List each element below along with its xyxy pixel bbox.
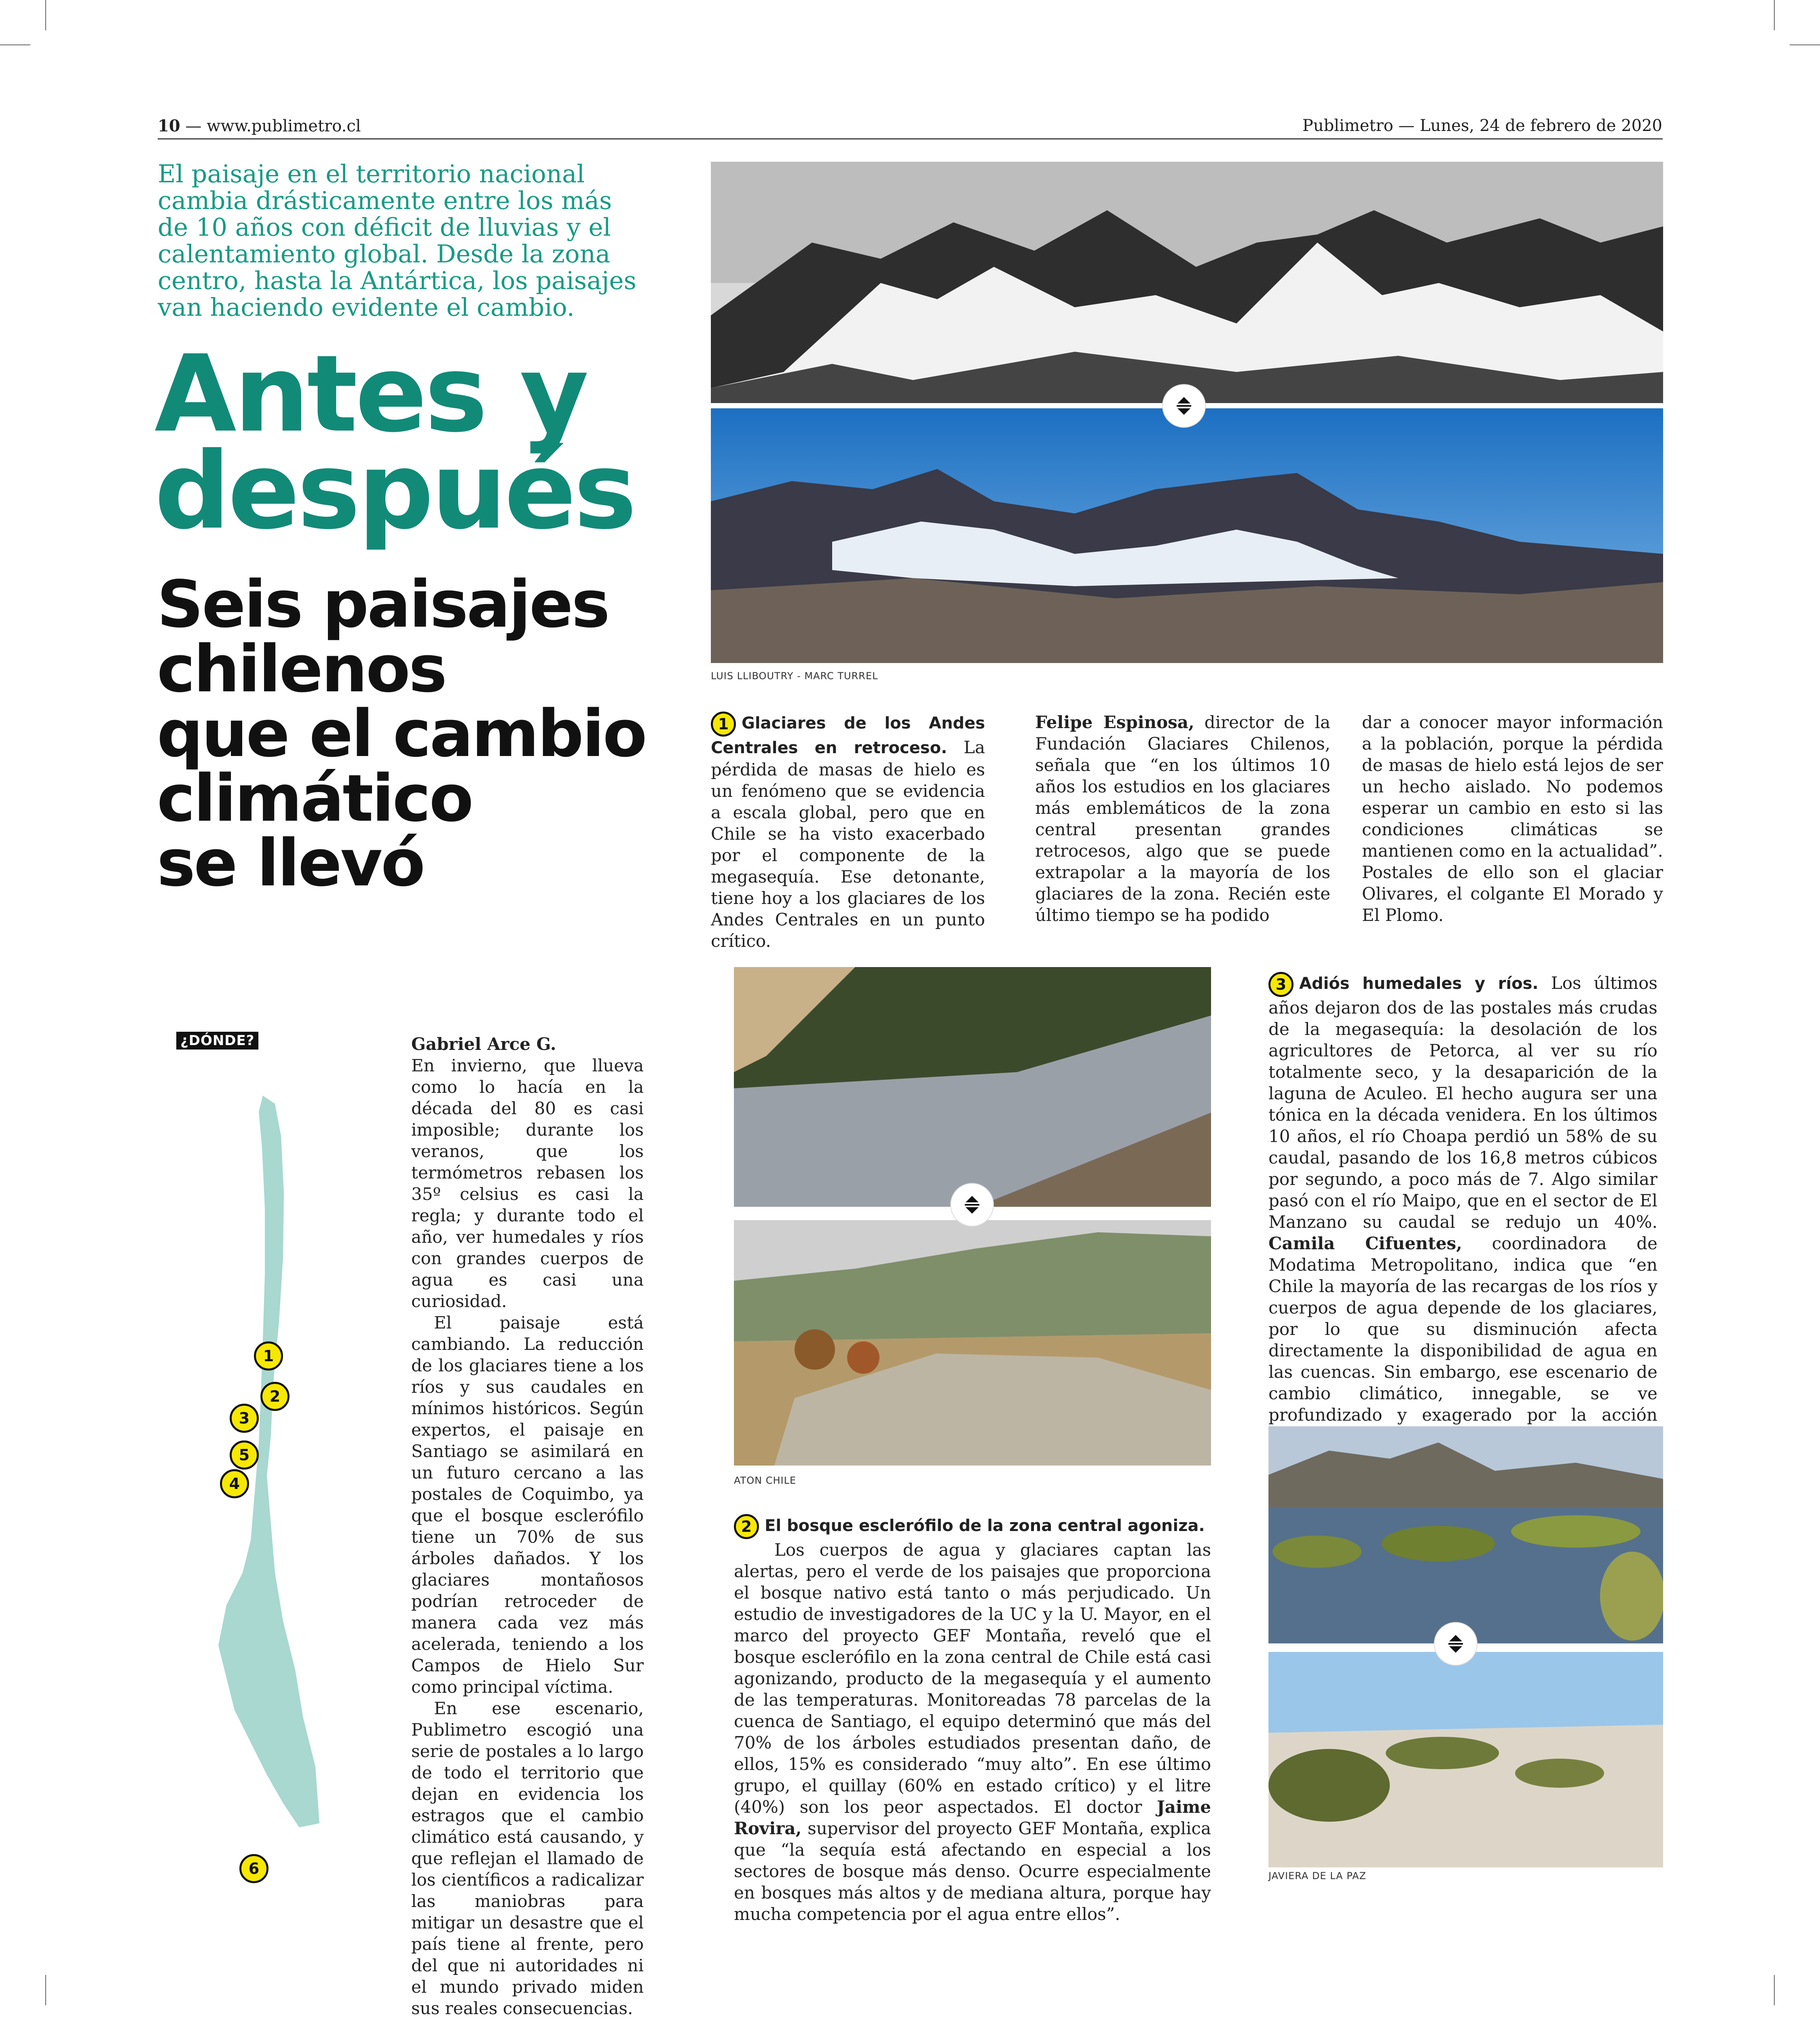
up-down-arrows-icon [960, 1193, 984, 1217]
section-2-text: Los cuerpos de agua y glaciares captan las alertas, pero el verde de los paisajes que proporciona el bosque nativo está tanto o más perjudicado. Un estudio de investigadores de la UC y la U. Mayor, en el marco del proyecto GEF Montaña, reveló que el bosque esclerófilo en la zona central de Chile está casi agonizando, producto de la megasequía y el aumento de las temperaturas. Monitoreadas 78 parcelas de la cuenca de Santiago, el equipo determinó que más del 70% de los árboles estudiados presentan daño, de ellos, 15% es considerado “muy alto”. En ese último grupo, el quillay (60% en estado crítico) y el litre (40%) son los peor aspectados. El doctor [734, 1540, 1211, 1817]
page-header-left [158, 116, 361, 135]
crop-mark [45, 0, 46, 30]
compare-slider-handle[interactable] [1435, 1623, 1477, 1665]
section-3-heading: Adiós humedales y ríos. [1299, 974, 1539, 993]
chile-map [194, 1088, 332, 1856]
intro-paragraph: En ese escenario, Publimetro escogió una serie de postales a lo largo de todo el territorio que dejan en evidencia los estragos que el cambio climático está causando, y que reflejan el llamado de los científicos a radicalizar las maniobras para mitigar un desastre que el país tiene al frente, pero del que ni autoridades ni el mundo privado miden sus reales consecuencias. [411, 1698, 644, 2018]
section-1-text: director de la Fundación Glaciares Chilenos, señala que “en los últimos 10 años los estudios en los glaciares más emblemáticos de la zona central presentan grandes retrocesos, algo que se puede extrapolar a la mayoría de los glaciares de la zona. Recién este último tiempo se ha podido [1035, 712, 1330, 925]
forest-photo-after [734, 1220, 1211, 1466]
section-1-heading: Glaciares de los Andes Centrales en retroceso. [711, 714, 985, 757]
glacier-photo-after [711, 408, 1663, 663]
intro-column [411, 1033, 644, 2019]
subheadline [157, 566, 683, 901]
headline [154, 332, 634, 553]
header-rule [158, 138, 1663, 139]
wetland-photo-after [1268, 1652, 1663, 1867]
section-2-column [734, 1514, 1211, 1925]
intro-paragraph: El paisaje está cambiando. La reducción de los glaciares tiene a los ríos y sus caudales en mínimos históricos. Según expertos, el paisaje en Santiago se asimilará en un futuro cercano a las postales de Coquimbo, ya que el bosque esclerófilo tiene un 70% de sus árboles dañados. Y los glaciares montañosos podrían retroceder de manera cada vez más acelerada, teniendo a los Campos de Hielo Sur como principal víctima. [411, 1313, 644, 1697]
map-marker-4[interactable]: 4 [220, 1469, 249, 1498]
headline-line: después [154, 429, 634, 553]
section-3-text: Los últimos años dejaron dos de las postales más crudas de la megasequía: la desolación de los agricultores de Petorca, al ver su río totalmente seco, y la desaparición de la laguna de Aculeo. El hecho augura ser una tónica en la década venidera. En los últimos 10 años, el río Choapa perdió un 58% de su caudal, pasando de los 16,8 metros cúbicos por segundo, a poco más de 7. Algo similar pasó con el río Maipo, que en el sector de El Manzano su caudal se redujo un 40%. [1268, 973, 1657, 1232]
crop-mark [45, 1975, 46, 2005]
photo-credit: LUIS LLIBOUTRY - MARC TURREL [711, 670, 878, 682]
subheadline-line: se llevó [157, 825, 424, 901]
crop-mark [0, 44, 30, 45]
section-3-badge: 3 [1268, 972, 1294, 997]
website-link[interactable]: www.publimetro.cl [207, 117, 361, 135]
forest-photo-before [734, 967, 1211, 1207]
headline-line: Antes y [154, 332, 587, 456]
crop-mark [1774, 0, 1775, 30]
up-down-arrows-icon [1172, 394, 1196, 418]
map-marker-1[interactable]: 1 [254, 1341, 283, 1371]
map-marker-2[interactable]: 2 [260, 1382, 290, 1411]
subheadline-line: Seis paisajes [157, 566, 609, 642]
section-1-column-1 [711, 712, 985, 952]
compare-slider-handle[interactable] [1163, 385, 1205, 427]
map-marker-6[interactable]: 6 [239, 1854, 268, 1883]
section-2-source-name: Jaime Rovira, [734, 1797, 1211, 1838]
map-marker-3[interactable]: 3 [230, 1404, 259, 1433]
section-1-column-2 [1035, 712, 1330, 926]
wetland-photo-before [1268, 1426, 1663, 1643]
section-1-source-name: Felipe Espinosa, [1035, 712, 1194, 732]
section-3-column [1268, 972, 1657, 1447]
section-3-text: coordinadora de Modatima Metropolitano, indica que “en Chile la mayoría de las recargas de los ríos y cuerpos de agua depende de los glaciares, por lo que su disminución afecta directamente la disponibilidad de agua en las cuencas. Sin embargo, ese escenario de cambio climático, innegable, se ve profundizado y exagerado por la acción [1268, 1233, 1658, 1425]
subheadline-line: climático [157, 760, 472, 836]
author-byline: Gabriel Arce G. [411, 1034, 556, 1054]
lead-paragraph: El paisaje en el territorio nacional cambia drásticamente entre los más de 10 años con déficit de lluvias y el calentamiento global. Desde la zona centro, hasta la Antártica, los paisajes van haciendo evidente el cambio. [158, 160, 636, 322]
section-2-badge: 2 [734, 1514, 759, 1539]
map-marker-5[interactable]: 5 [230, 1440, 259, 1470]
section-2-text: supervisor del proyecto GEF Montaña, explica que “la sequía está afectando en especial a los sectores de bosque más denso. Ocurre especialmente en bosques más altos y de mediana altura, porque hay mucha competencia por el agua entre ellos”. [734, 1818, 1211, 1924]
section-1-text: La pérdida de masas de hielo es un fenómeno que se evidencia a escala global, pero que en Chile se ha visto exacerbado por el componente de la megasequía. Ese detonante, tiene hoy a los glaciares de los Andes Centrales en un punto crítico. [711, 737, 985, 951]
page-number: 10 [158, 116, 180, 135]
map-tag: ¿DÓNDE? [176, 1032, 258, 1050]
section-1-text: dar a conocer mayor información a la población, porque la pérdida de masas de hielo está lejos de ser un hecho aislado. No podemos esperar un cambio en esto si las condiciones climáticas se mantienen como en la actualidad”. Postales de ello son el glaciar Olivares, el colgante El Morado y El Plomo. [1362, 712, 1663, 925]
glacier-photo-before [711, 162, 1663, 403]
subheadline-line: chilenos [157, 631, 446, 707]
section-3-source-name: Camila Cifuentes, [1268, 1233, 1462, 1253]
intro-paragraph: En invierno, que llueva como lo hacía en la década del 80 es casi imposible; durante los veranos, que los termómetros rebasen los 35º celsius es casi la regla; y durante todo el año, ver humedales y ríos con grandes cuerpos de agua es casi una curiosidad. [411, 1056, 644, 1311]
page-header-right: Publimetro — Lunes, 24 de febrero de 2020 [1302, 116, 1662, 135]
compare-slider-handle[interactable] [951, 1184, 993, 1226]
crop-mark [1774, 1975, 1775, 2005]
subheadline-line: que el cambio [157, 696, 646, 771]
section-1-column-3 [1362, 712, 1663, 926]
section-1-badge: 1 [711, 712, 736, 737]
photo-credit: JAVIERA DE LA PAZ [1268, 1870, 1366, 1882]
section-2-heading: El bosque esclerófilo de la zona central agoniza. [765, 1516, 1205, 1535]
photo-credit: ATON CHILE [734, 1475, 797, 1486]
crop-mark [1790, 44, 1820, 45]
header-separator: — [185, 117, 202, 135]
up-down-arrows-icon [1444, 1632, 1468, 1656]
